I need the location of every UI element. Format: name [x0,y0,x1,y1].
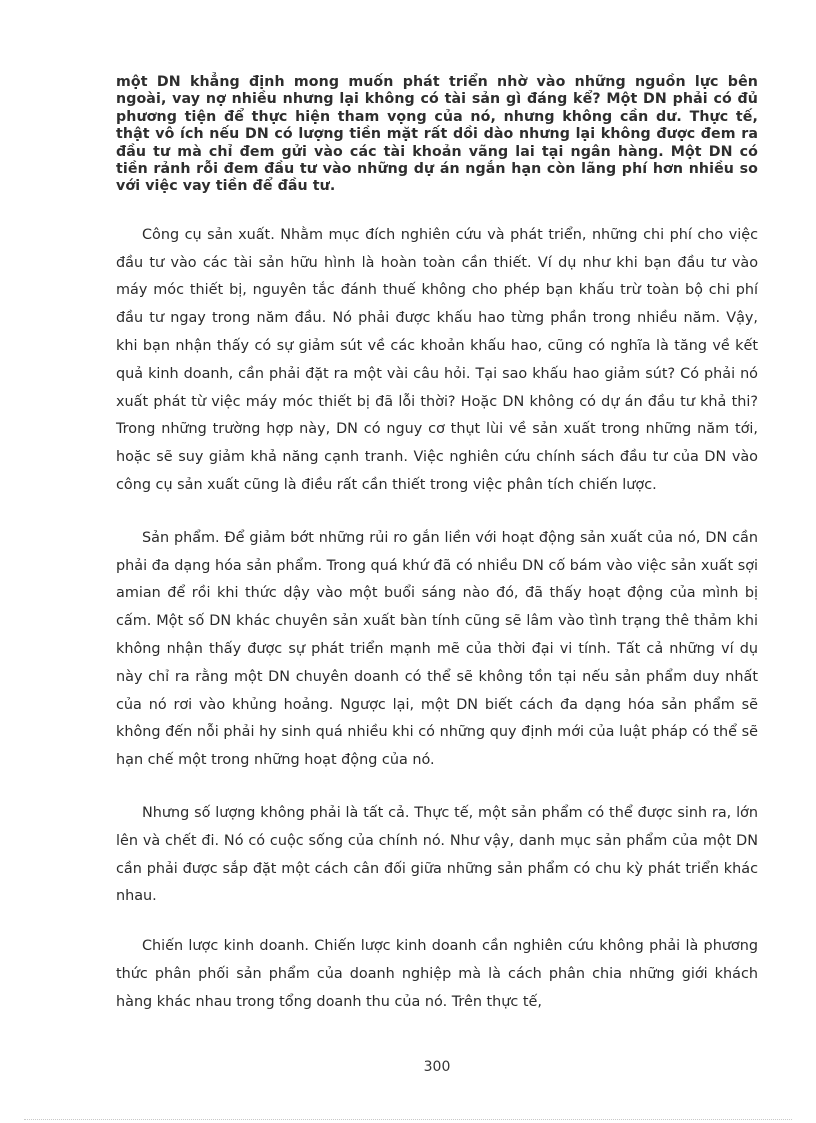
page-number: 300 [423,1059,451,1075]
paragraph-cong-cu-san-xuat: Công cụ sản xuất. Nhằm mục đích nghiên cứu và phát triển, những chi phí cho việc đầu tư vào các tài sản hữu hình là hoàn toàn cần thiết. Ví dụ như khi bạn đầu tư vào máy móc thiết bị, nguyên tắc đánh thuế không cho phép bạn khấu trừ toàn bộ chi phí đầu tư ngay trong năm đầu. Nó phải được khấu hao từng phần trong nhiều năm. Vậy, khi bạn nhận thấy có sự giảm sút về các khoản khấu hao, cũng có nghĩa là tăng về kết quả kinh doanh, cần phải đặt ra một vài câu hỏi. Tại sao khấu hao giảm sút? Có phải nó xuất phát từ việc máy móc thiết bị đã lỗi thời? Hoặc DN không có dự án đầu tư khả thi? Trong những trường hợp này, DN có nguy cơ thụt lùi về sản xuất trong những năm tới, hoặc sẽ suy giảm khả năng cạnh tranh. Việc nghiên cứu chính sách đầu tư của DN vào công cụ sản xuất cũng là điều rất cần thiết trong việc phân tích chiến lược. [116,226,758,494]
paragraph-continuation: một DN khẳng định mong muốn phát triển nhờ vào những nguồn lực bên ngoài, vay nợ nhiều nhưng lại không có tài sản gì đáng kể? Một DN phải có đủ phương tiện để thực hiện tham vọng của nó, nhưng không cần dư. Thực tế, thật vô ích nếu DN có lượng tiền mặt rất dồi dào nhưng lại không được đem ra đầu tư mà chỉ đem gửi vào các tài khoản vãng lai tại ngân hàng. Một DN có tiền rảnh rỗi đem đầu tư vào những dự án ngắn hạn còn lãng phí hơn nhiều so với việc vay tiền để đầu tư. [116,74,758,195]
footer-divider [24,1119,792,1120]
paragraph-so-luong: Nhưng số lượng không phải là tất cả. Thực tế, một sản phẩm có thể được sinh ra, lớn lên và chết đi. Nó có cuộc sống của chính nó. Như vậy, danh mục sản phẩm của một DN cần phải được sắp đặt một cách cân đối giữa những sản phẩm có chu kỳ phát triển khác nhau. [116,804,758,905]
paragraph-san-pham: Sản phẩm. Để giảm bớt những rủi ro gắn liền với hoạt động sản xuất của nó, DN cần phải đa dạng hóa sản phẩm. Trong quá khứ đã có nhiều DN cố bám vào việc sản xuất sợi amian để rồi khi thức dậy vào một buổi sáng nào đó, đã thấy hoạt động của mình bị cấm. Một số DN khác chuyên sản xuất bàn tính cũng sẽ lâm vào tình trạng thê thảm khi không nhận thấy được sự phát triển mạnh mẽ của thời đại vi tính. Tất cả những ví dụ này chỉ ra rằng một DN chuyên doanh có thể sẽ không tồn tại nếu sản phẩm duy nhất của nó rơi vào khủng hoảng. Ngược lại, một DN biết cách đa dạng hóa sản phẩm sẽ không đến nỗi phải hy sinh quá nhiều khi có những quy định mới của luật pháp có thể sẽ hạn chế một trong những hoạt động của nó. [116,529,758,769]
page-body [116,74,758,1042]
paragraph-chien-luoc-kinh-doanh: Chiến lược kinh doanh. Chiến lược kinh doanh cần nghiên cứu không phải là phương thức phân phối sản phẩm của doanh nghiệp mà là cách phân chia những giới khách hàng khác nhau trong tổng doanh thu của nó. Trên thực tế, [116,938,758,1010]
